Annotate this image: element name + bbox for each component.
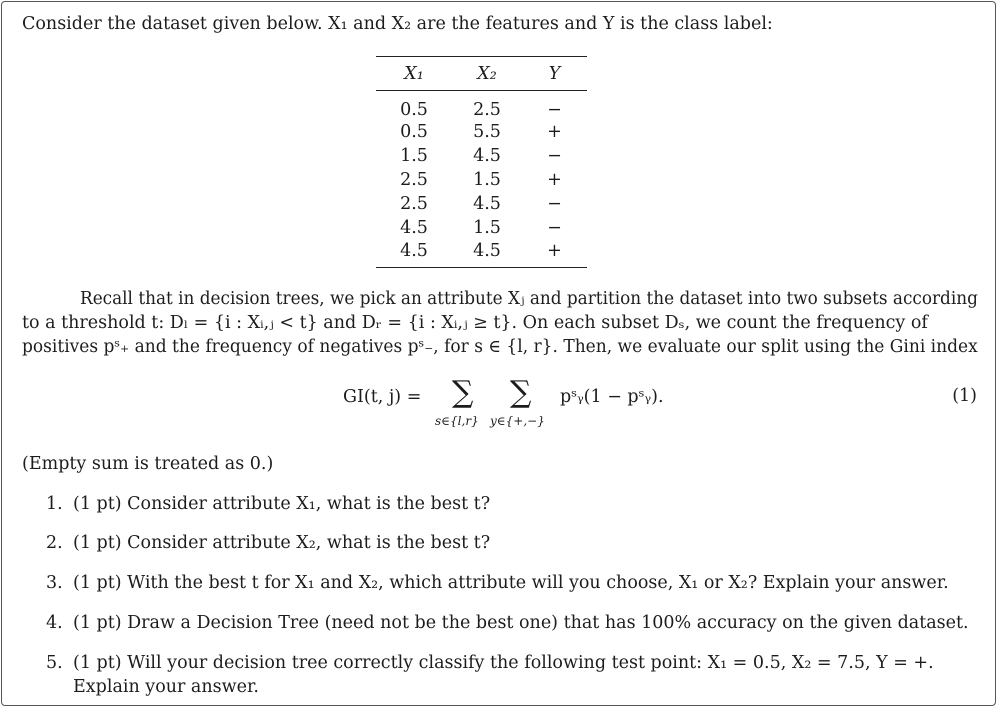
table-row — [376, 144, 587, 168]
recall-line-1: Recall that in decision trees, we pick an attribute Xⱼ and partition the dataset into two subsets according — [80, 289, 978, 309]
header-y: Y — [548, 63, 561, 84]
table-row — [376, 192, 587, 216]
cell-x2: 5.5 — [473, 121, 501, 142]
question-4-number: 4. — [46, 613, 63, 633]
cell-x1: 0.5 — [400, 121, 428, 142]
question-4-text: (1 pt) Draw a Decision Tree (need not be the best one) that has 100% accuracy on the given dataset. — [73, 613, 969, 633]
cell-y: − — [547, 217, 562, 238]
sum-symbol-2: ∑ — [510, 375, 532, 410]
equation-number: (1) — [952, 386, 977, 406]
cell-y: + — [547, 169, 562, 190]
empty-sum-note: (Empty sum is treated as 0.) — [22, 454, 274, 474]
table-row — [376, 120, 587, 144]
cell-y: − — [547, 193, 562, 214]
header-x1: X₁ — [404, 63, 424, 84]
cell-x2: 4.5 — [473, 193, 501, 214]
question-5-text: (1 pt) Will your decision tree correctly classify the following test point: X₁ = 0.5, X₂ = 7.5, Y = +. — [73, 653, 934, 673]
cell-y: + — [547, 121, 562, 142]
recall-line-2: to a threshold t: Dₗ = {i : Xᵢ,ⱼ < t} and Dᵣ = {i : Xᵢ,ⱼ ≥ t}. On each subset Dₛ, we count the frequency of — [22, 313, 928, 333]
cell-x2: 1.5 — [473, 169, 501, 190]
cell-y: − — [547, 99, 562, 120]
equation-lhs: GI(t, j) = — [343, 387, 422, 407]
table-row — [376, 240, 587, 268]
cell-x2: 2.5 — [473, 99, 501, 120]
question-2-number: 2. — [46, 533, 63, 553]
question-1-number: 1. — [46, 494, 63, 514]
question-5-text-continued: Explain your answer. — [73, 677, 259, 697]
cell-x1: 4.5 — [400, 240, 428, 261]
dataset-table — [376, 56, 587, 268]
table-row — [376, 91, 587, 120]
intro-text: Consider the dataset given below. X₁ and X₂ are the features and Y is the class label: — [22, 14, 773, 34]
equation-term: pˢᵧ(1 − pˢᵧ). — [560, 387, 664, 407]
sum-limit-s: s∈{l,r} — [435, 414, 479, 428]
cell-x2: 4.5 — [473, 145, 501, 166]
sum-symbol-1: ∑ — [452, 375, 474, 410]
header-x2: X₂ — [477, 63, 497, 84]
cell-x1: 0.5 — [400, 99, 428, 120]
sum-limit-y: y∈{+,−} — [490, 414, 545, 428]
cell-x1: 2.5 — [400, 169, 428, 190]
table-row — [376, 216, 587, 240]
cell-y: + — [547, 240, 562, 261]
table-header-row — [376, 57, 587, 91]
question-3-number: 3. — [46, 573, 63, 593]
question-3-text: (1 pt) With the best t for X₁ and X₂, which attribute will you choose, X₁ or X₂? Explain your answer. — [73, 573, 949, 593]
question-5-number: 5. — [46, 653, 63, 673]
recall-line-3: positives pˢ₊ and the frequency of negatives pˢ₋, for s ∈ {l, r}. Then, we evaluate our split using the Gini index — [22, 337, 978, 357]
question-1-text: (1 pt) Consider attribute X₁, what is the best t? — [73, 494, 491, 514]
cell-x2: 1.5 — [473, 217, 501, 238]
cell-x2: 4.5 — [473, 240, 501, 261]
cell-x1: 2.5 — [400, 193, 428, 214]
question-2-text: (1 pt) Consider attribute X₂, what is the best t? — [73, 533, 491, 553]
cell-x1: 4.5 — [400, 217, 428, 238]
cell-y: − — [547, 145, 562, 166]
table-row — [376, 168, 587, 192]
cell-x1: 1.5 — [400, 145, 428, 166]
